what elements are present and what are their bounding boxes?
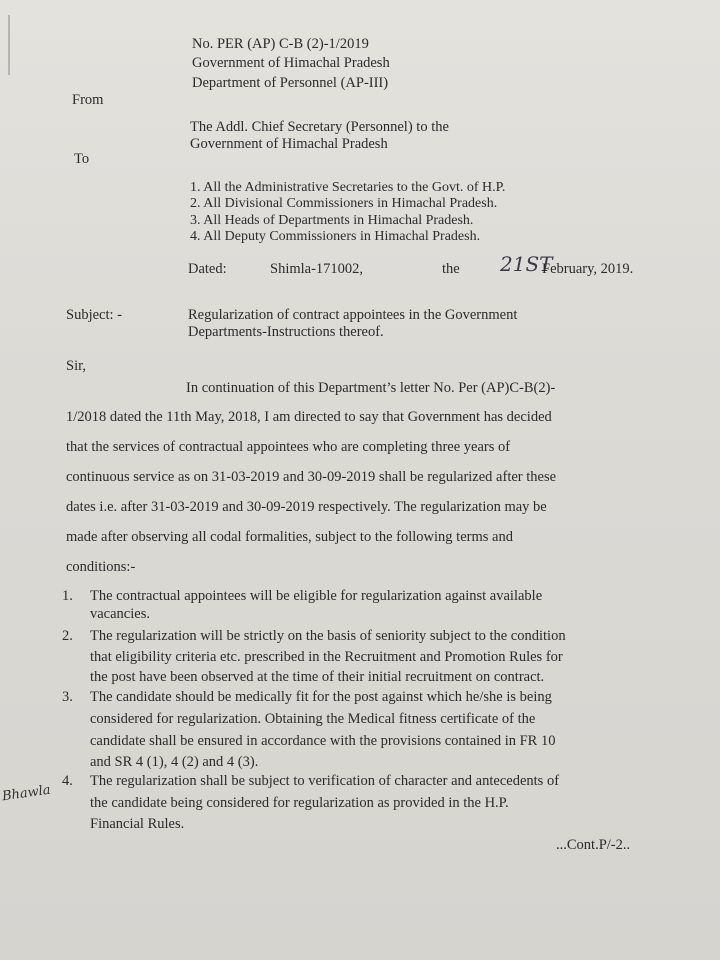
to-label: To <box>74 151 90 167</box>
body-line-6: made after observing all codal formalities, subject to the following terms and <box>66 529 513 545</box>
condition-3-line-1: The candidate should be medically fit for the post against which he/she is being <box>90 689 552 705</box>
condition-1-line-1: The contractual appointees will be eligible for regularization against available <box>90 588 543 604</box>
subject-line-1: Regularization of contract appointees in the Government <box>188 307 518 323</box>
body-line-2: 1/2018 dated the 11th May, 2018, I am directed to say that Government has decided <box>66 409 552 425</box>
dated-place: Shimla-171002, <box>270 261 364 277</box>
continuation-note: ...Cont.P/-2.. <box>556 837 631 853</box>
condition-2-line-3: the post have been observed at the time of their initial recruitment on contract. <box>90 669 545 685</box>
page-edge-mark <box>8 15 10 75</box>
body-line-7: conditions:- <box>66 559 136 575</box>
condition-2-line-1: The regularization will be strictly on the basis of seniority subject to the condition <box>90 628 566 644</box>
condition-4-line-3: Financial Rules. <box>90 816 185 832</box>
handwritten-margin-note: Bhawla <box>1 782 52 805</box>
condition-2-line-2: that eligibility criteria etc. prescribed in the Recruitment and Promotion Rules for <box>90 649 563 665</box>
condition-4-line-1: The regularization shall be subject to verification of character and antecedents of <box>90 773 560 789</box>
salutation: Sir, <box>66 358 86 374</box>
condition-2-number: 2. <box>62 628 73 644</box>
condition-3-number: 3. <box>62 689 73 705</box>
from-label: From <box>72 92 104 108</box>
recipient-2: 2. All Divisional Commissioners in Himachal Pradesh. <box>190 196 498 211</box>
condition-4-line-2: the candidate being considered for regularization as provided in the H.P. <box>90 795 509 811</box>
body-line-1: In continuation of this Department’s letter No. Per (AP)C-B(2)- <box>186 380 556 396</box>
condition-1-number: 1. <box>62 588 73 604</box>
body-line-5: dates i.e. after 31-03-2019 and 30-09-2019 respectively. The regularization may be <box>66 499 547 515</box>
condition-4-number: 4. <box>62 773 73 789</box>
condition-3-line-4: and SR 4 (1), 4 (2) and 4 (3). <box>90 754 259 770</box>
from-line-1: The Addl. Chief Secretary (Personnel) to the <box>190 119 449 135</box>
condition-3-line-3: candidate shall be ensured in accordance with the provisions contained in FR 10 <box>90 733 556 749</box>
recipient-1: 1. All the Administrative Secretaries to the Govt. of H.P. <box>190 180 506 195</box>
condition-3-line-2: considered for regularization. Obtaining the Medical fitness certificate of the <box>90 711 536 727</box>
dated-month-year: February, 2019. <box>542 261 634 277</box>
recipient-4: 4. All Deputy Commissioners in Himachal Pradesh. <box>190 229 481 244</box>
from-line-2: Government of Himachal Pradesh <box>190 136 388 152</box>
body-line-4: continuous service as on 31-03-2019 and 30-09-2019 shall be regularized after these <box>66 469 557 485</box>
body-line-3: that the services of contractual appointees who are completing three years of <box>66 439 511 455</box>
handwritten-date-day: 21ST <box>500 252 553 276</box>
recipient-3: 3. All Heads of Departments in Himachal Pradesh. <box>190 213 474 228</box>
government-name: Government of Himachal Pradesh <box>192 55 390 71</box>
reference-number: No. PER (AP) C-B (2)-1/2019 <box>192 36 369 52</box>
condition-1-line-2: vacancies. <box>90 606 150 622</box>
subject-label: Subject: - <box>66 307 122 323</box>
department-name: Department of Personnel (AP-III) <box>192 75 389 91</box>
dated-label: Dated: <box>188 261 227 277</box>
subject-line-2: Departments-Instructions thereof. <box>188 324 384 340</box>
dated-the: the <box>442 261 460 277</box>
